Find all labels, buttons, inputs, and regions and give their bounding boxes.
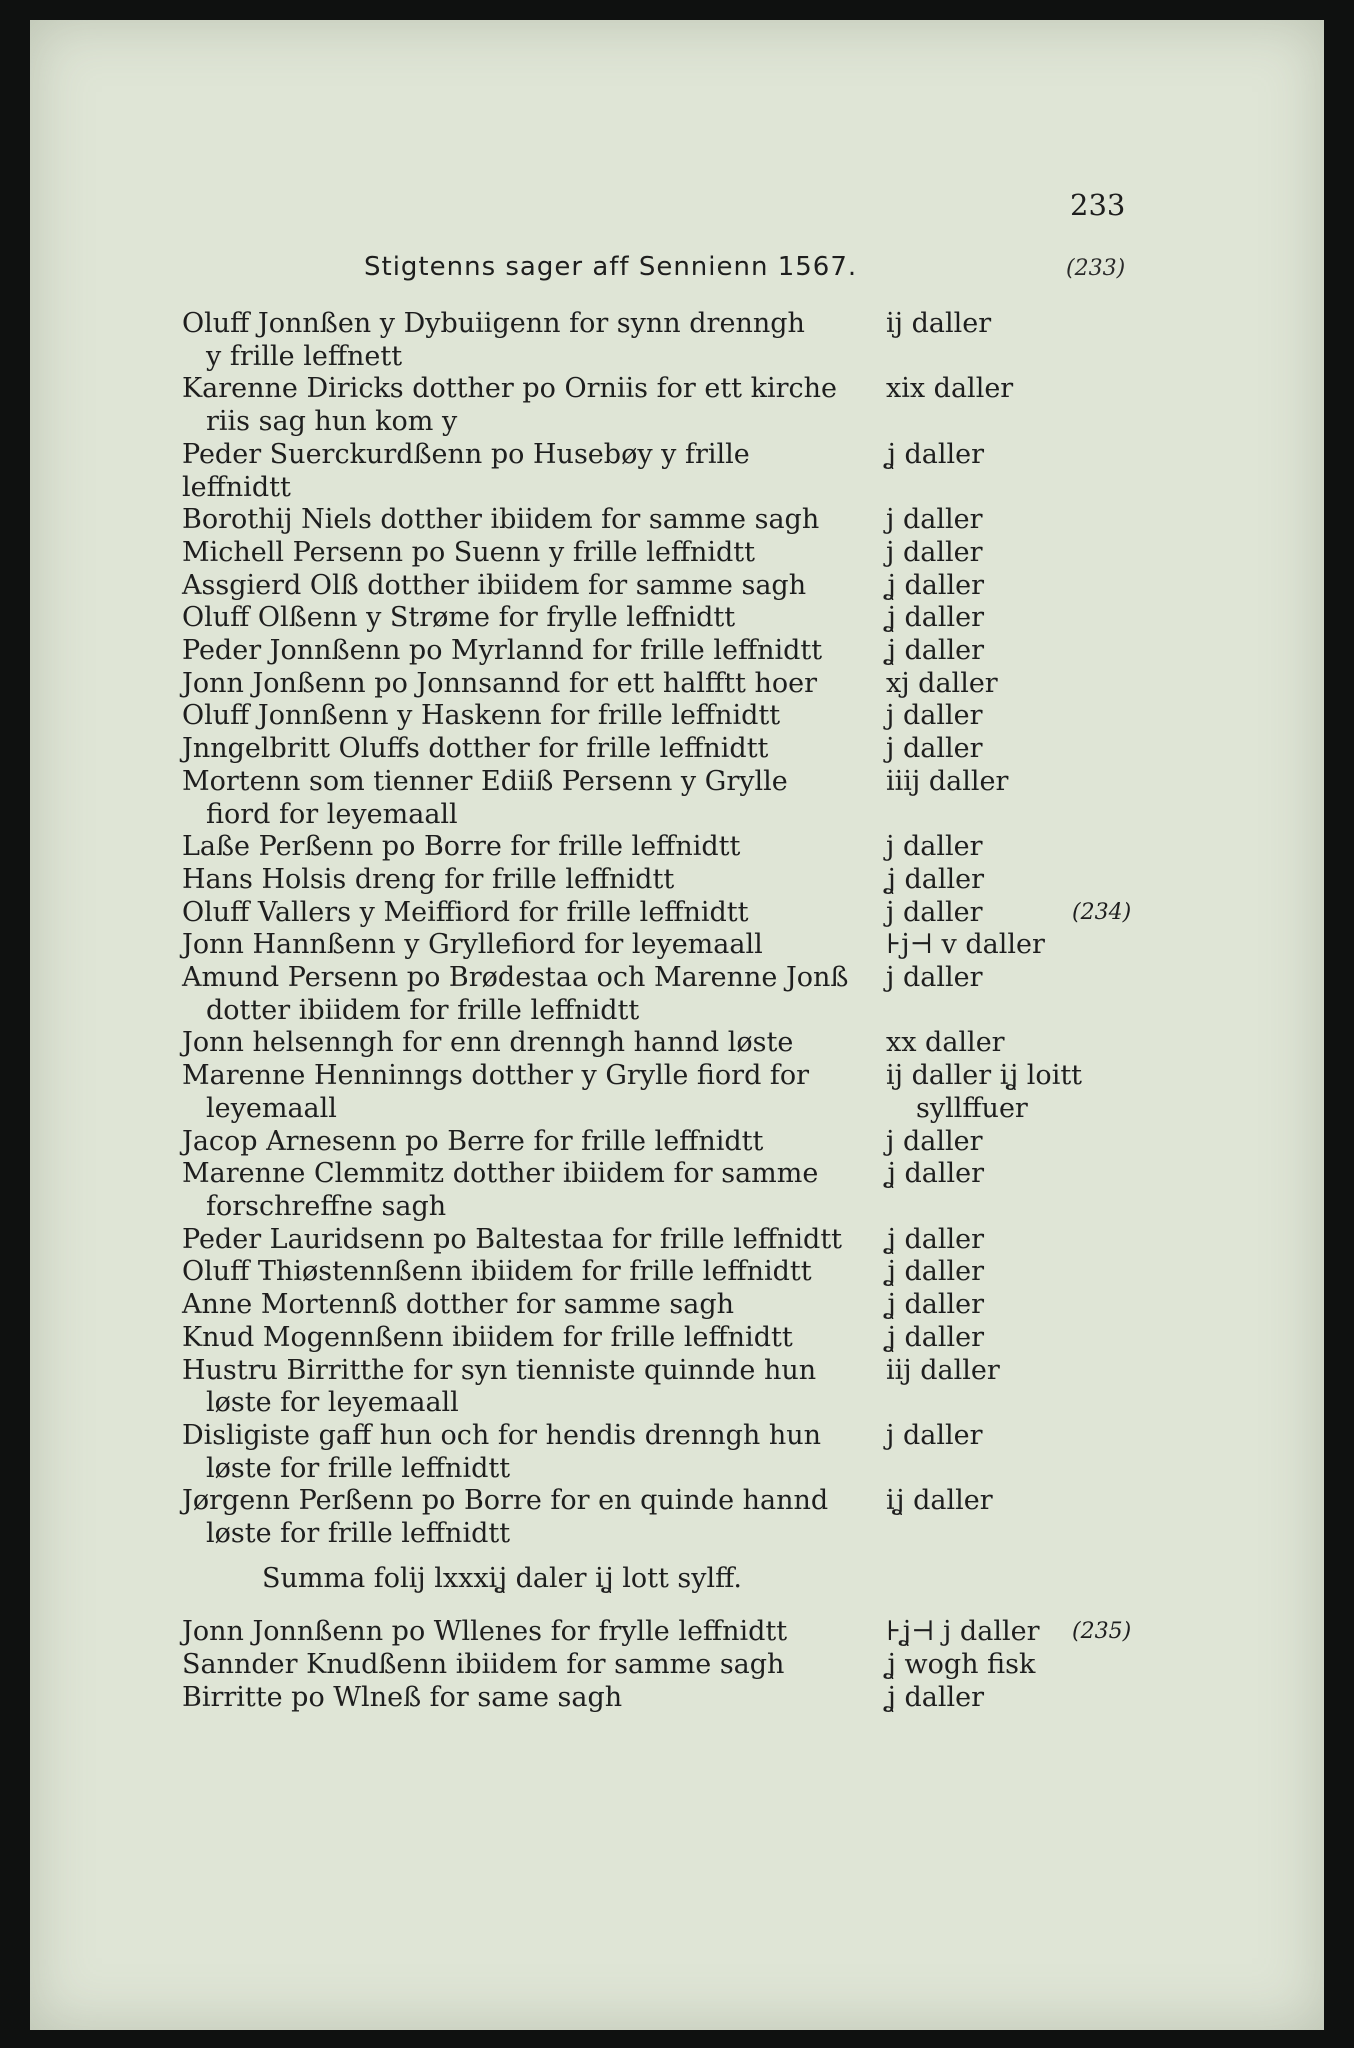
entry-amount-line: j daller — [886, 1125, 983, 1157]
ledger-entry — [182, 864, 1302, 897]
entry-text-line: Borothij Niels dotther ibiidem for samme sagh — [182, 504, 820, 536]
ledger-list-b — [182, 1616, 1302, 1714]
entry-amount-line: ʝ daller — [886, 569, 984, 601]
entry-text-line: løste for leyemaall — [206, 1387, 459, 1419]
entry-text-line: riis sag hun kom y — [206, 406, 458, 438]
entry-text-line: Sannder Knudßenn ibiidem for samme sagh — [182, 1649, 785, 1681]
entry-text-line: Michell Persenn po Suenn y frille leffnidtt — [182, 536, 756, 568]
ledger-entry — [182, 537, 1302, 570]
entry-text-line: Marenne Clemmitz dotther ibiidem for samme — [182, 1158, 819, 1190]
entry-amount — [886, 1485, 1216, 1518]
entry-text — [182, 1682, 858, 1715]
entry-amount-line: ʝ daller — [886, 863, 984, 895]
page-header-ref: (233) — [1066, 256, 1126, 281]
entry-amount-line: syllffuer — [916, 1092, 1028, 1124]
entry-amount-line: ʝ wogh fisk — [886, 1649, 1036, 1681]
entry-text — [182, 1027, 858, 1060]
entry-text — [182, 864, 858, 897]
entry-text-line: Anne Mortennß dotther for samme sagh — [182, 1289, 735, 1321]
ledger-entry — [182, 1485, 1302, 1550]
entry-text — [182, 570, 858, 603]
entry-text — [182, 929, 858, 962]
entry-amount — [886, 635, 1216, 668]
entry-text — [182, 602, 858, 635]
entry-amount-line: j daller — [886, 1419, 983, 1451]
summa-line: Summa folij lxxxiʝ daler iʝ lott sylff. — [262, 1562, 742, 1594]
entry-text — [182, 700, 858, 733]
entry-amount — [886, 766, 1216, 799]
ledger-entry — [182, 1224, 1302, 1257]
entry-amount — [886, 504, 1216, 537]
entry-amount — [886, 962, 1216, 995]
ledger-entry — [182, 1060, 1302, 1125]
entry-text-line: Amund Persenn po Brødestaa och Marenne Jonß — [182, 962, 849, 994]
entry-amount — [886, 864, 1216, 897]
entry-text — [182, 1355, 858, 1420]
entry-text-line: Oluff Jonnßen y Dybuiigenn for synn drenngh — [182, 308, 805, 339]
entry-amount — [886, 1224, 1216, 1257]
entry-text-line: Birritte po Wlneß for same sagh — [182, 1681, 623, 1713]
margin-ref: (234) — [1072, 899, 1132, 925]
entry-text-line: leyemaall — [206, 1092, 337, 1124]
margin-ref: (235) — [1072, 1619, 1132, 1645]
entry-amount — [886, 1420, 1216, 1453]
entry-amount-line: ij daller iʝ loitt — [886, 1060, 1083, 1092]
entry-text — [182, 1289, 858, 1322]
ledger-entry — [182, 439, 1302, 504]
entry-amount — [886, 1027, 1216, 1060]
ledger-entry — [182, 897, 1302, 930]
entry-text — [182, 1322, 858, 1355]
ledger-entry — [182, 1355, 1302, 1420]
entry-text-line: Karenne Diricks dotther po Orniis for ett kirche — [182, 373, 837, 405]
entry-text-line: Oluff Thiøstennßenn ibiidem for frille leffnidtt — [182, 1256, 812, 1288]
entry-amount-line: ij daller — [886, 308, 992, 339]
entry-text-line: y frille leffnett — [206, 340, 403, 372]
entry-text-line: Disligiste gaff hun och for hendis drenngh hun — [182, 1419, 822, 1451]
ledger-entry — [182, 766, 1302, 831]
ledger-entry — [182, 1682, 1302, 1715]
ledger-entry — [182, 1256, 1302, 1289]
entry-text — [182, 635, 858, 668]
entry-text — [182, 537, 858, 570]
entry-amount — [886, 1060, 1216, 1125]
entry-amount-line: ⊦j⊣ v daller — [886, 929, 1045, 961]
ledger-entry — [182, 700, 1302, 733]
entry-amount-line: ʝ daller — [886, 1223, 984, 1255]
entry-amount — [886, 733, 1216, 766]
entry-text — [182, 1158, 858, 1223]
entry-amount-line: iij daller — [886, 1354, 1000, 1386]
ledger-entry — [182, 1289, 1302, 1322]
entry-text-line: Peder Jonnßenn po Myrlannd for frille leffnidtt — [182, 635, 823, 667]
entry-amount — [886, 1289, 1216, 1322]
ledger-entries — [182, 308, 1302, 1715]
entry-amount — [886, 668, 1216, 701]
entry-amount-line: ʝ daller — [886, 438, 984, 470]
entry-text — [182, 373, 858, 438]
entry-text — [182, 831, 858, 864]
entry-amount — [886, 1158, 1216, 1191]
entry-text — [182, 1224, 858, 1257]
ledger-entry — [182, 1158, 1302, 1223]
entry-amount-line: j daller — [886, 831, 983, 863]
page-header-title: Stigtenns sager aff Sennienn 1567. — [364, 252, 858, 282]
entry-text — [182, 1126, 858, 1159]
entry-text — [182, 962, 858, 1027]
entry-amount-line: iʝ daller — [886, 1485, 993, 1517]
entry-amount — [886, 1616, 1216, 1649]
ledger-entry — [182, 1027, 1302, 1060]
entry-amount-line: ⊦ʝ⊣ j daller — [886, 1616, 1040, 1648]
entry-amount-line: j daller — [886, 962, 983, 994]
entry-amount — [886, 373, 1216, 406]
entry-text-line: Hans Holsis dreng for frille leffnidtt — [182, 863, 675, 895]
entry-amount — [886, 537, 1216, 570]
entry-text — [182, 668, 858, 701]
entry-text-line: Jnngelbritt Oluffs dotther for frille leffnidtt — [182, 733, 769, 765]
entry-amount-line: iiij daller — [886, 765, 1009, 797]
ledger-entry — [182, 668, 1302, 701]
ledger-entry — [182, 308, 1302, 373]
entry-amount-line: j daller — [886, 896, 983, 928]
entry-amount-line: ʝ daller — [886, 1681, 984, 1713]
entry-text — [182, 308, 858, 373]
ledger-entry — [182, 733, 1302, 766]
entry-amount-line: xix daller — [886, 373, 1014, 405]
entry-amount — [886, 700, 1216, 733]
entry-text — [182, 439, 858, 504]
entry-text-line: Jørgenn Perßenn po Borre for en quinde hannd — [182, 1485, 829, 1517]
entry-amount — [886, 1126, 1216, 1159]
entry-text-line: Jacop Arnesenn po Berre for frille leffnidtt — [182, 1125, 764, 1157]
entry-text-line: Oluff Olßenn y Strøme for frylle leffnidtt — [182, 602, 736, 634]
entry-amount — [886, 897, 1216, 930]
entry-text — [182, 1060, 858, 1125]
entry-text — [182, 1649, 858, 1682]
ledger-entry — [182, 1649, 1302, 1682]
entry-text-line: fiord for leyemaall — [206, 798, 458, 830]
entry-amount — [886, 1256, 1216, 1289]
entry-text — [182, 504, 858, 537]
ledger-entry — [182, 602, 1302, 635]
document-page — [30, 20, 1324, 2030]
entry-amount-line: j daller — [886, 536, 983, 568]
entry-amount-line: ʝ daller — [886, 1289, 984, 1321]
entry-text-line: Knud Mogennßenn ibiidem for frille leffnidtt — [182, 1321, 793, 1353]
ledger-entry — [182, 373, 1302, 438]
entry-text-line: Jonn helsenngh for enn drenngh hannd løste — [182, 1027, 794, 1059]
entry-amount-line: ʝ daller — [886, 635, 984, 667]
entry-text — [182, 897, 858, 930]
ledger-entry — [182, 831, 1302, 864]
entry-amount — [886, 308, 1216, 341]
entry-text — [182, 766, 858, 831]
entry-amount — [886, 602, 1216, 635]
entry-text-line: Oluff Vallers y Meiffiord for frille leffnidtt — [182, 896, 749, 928]
entry-amount-line: ʝ daller — [886, 602, 984, 634]
entry-amount — [886, 1355, 1216, 1388]
entry-amount — [886, 439, 1216, 472]
entry-text-line: Peder Lauridsenn po Baltestaa for frille leffnidtt — [182, 1223, 843, 1255]
ledger-entry — [182, 570, 1302, 603]
ledger-entry — [182, 1616, 1302, 1649]
ledger-entry — [182, 929, 1302, 962]
entry-amount — [886, 1682, 1216, 1715]
entry-text — [182, 733, 858, 766]
entry-text-line: Assgierd Olß dotther ibiidem for samme sagh — [182, 569, 807, 601]
entry-amount-line: j daller — [886, 700, 983, 732]
entry-amount-line: xj daller — [886, 667, 998, 699]
entry-amount-line: j daller — [886, 504, 983, 536]
entry-amount-line: j daller — [886, 733, 983, 765]
entry-amount — [886, 1649, 1216, 1682]
entry-amount — [886, 1322, 1216, 1355]
entry-text-line: Mortenn som tienner Ediiß Persenn y Grylle — [182, 765, 788, 797]
entry-text-line: løste for frille leffnidtt — [206, 1518, 511, 1550]
entry-amount — [886, 570, 1216, 603]
entry-text-line: Oluff Jonnßenn y Haskenn for frille leffnidtt — [182, 700, 781, 732]
entry-text — [182, 1485, 858, 1550]
ledger-entry — [182, 1322, 1302, 1355]
entry-text — [182, 1616, 858, 1649]
ledger-entry — [182, 504, 1302, 537]
entry-text-line: Hustru Birritthe for syn tienniste quinnde hun — [182, 1354, 817, 1386]
entry-text-line: Marenne Henninngs dotther y Grylle fiord for — [182, 1060, 810, 1092]
ledger-entry — [182, 1420, 1302, 1485]
entry-amount-line: xx daller — [886, 1027, 1005, 1059]
entry-text — [182, 1420, 858, 1485]
ledger-entry — [182, 1126, 1302, 1159]
entry-text-line: Peder Suerckurdßenn po Husebøy y frille leffnidtt — [182, 438, 750, 503]
entry-text-line: Jonn Jonnßenn po Wllenes for frylle leffnidtt — [182, 1616, 788, 1648]
entry-text-line: Jonn Hannßenn y Gryllefiord for leyemaall — [182, 929, 763, 961]
entry-text — [182, 1256, 858, 1289]
entry-text-line: dotter ibiidem for frille leffnidtt — [206, 994, 640, 1026]
entry-text-line: løste for frille leffnidtt — [206, 1452, 511, 1484]
entry-amount — [886, 929, 1216, 962]
entry-amount-line: ʝ daller — [886, 1158, 984, 1190]
entry-text-line: Laße Perßenn po Borre for frille leffnidtt — [182, 831, 741, 863]
ledger-list-a — [182, 308, 1302, 1551]
entry-amount-line: ʝ daller — [886, 1321, 984, 1353]
page-number: 233 — [1070, 188, 1126, 222]
entry-amount — [886, 831, 1216, 864]
entry-text-line: Jonn Jonßenn po Jonnsannd for ett halfftt hoer — [182, 667, 817, 699]
ledger-entry — [182, 635, 1302, 668]
entry-amount-line: ʝ daller — [886, 1256, 984, 1288]
ledger-entry — [182, 962, 1302, 1027]
entry-text-line: forschreffne sagh — [206, 1190, 447, 1222]
